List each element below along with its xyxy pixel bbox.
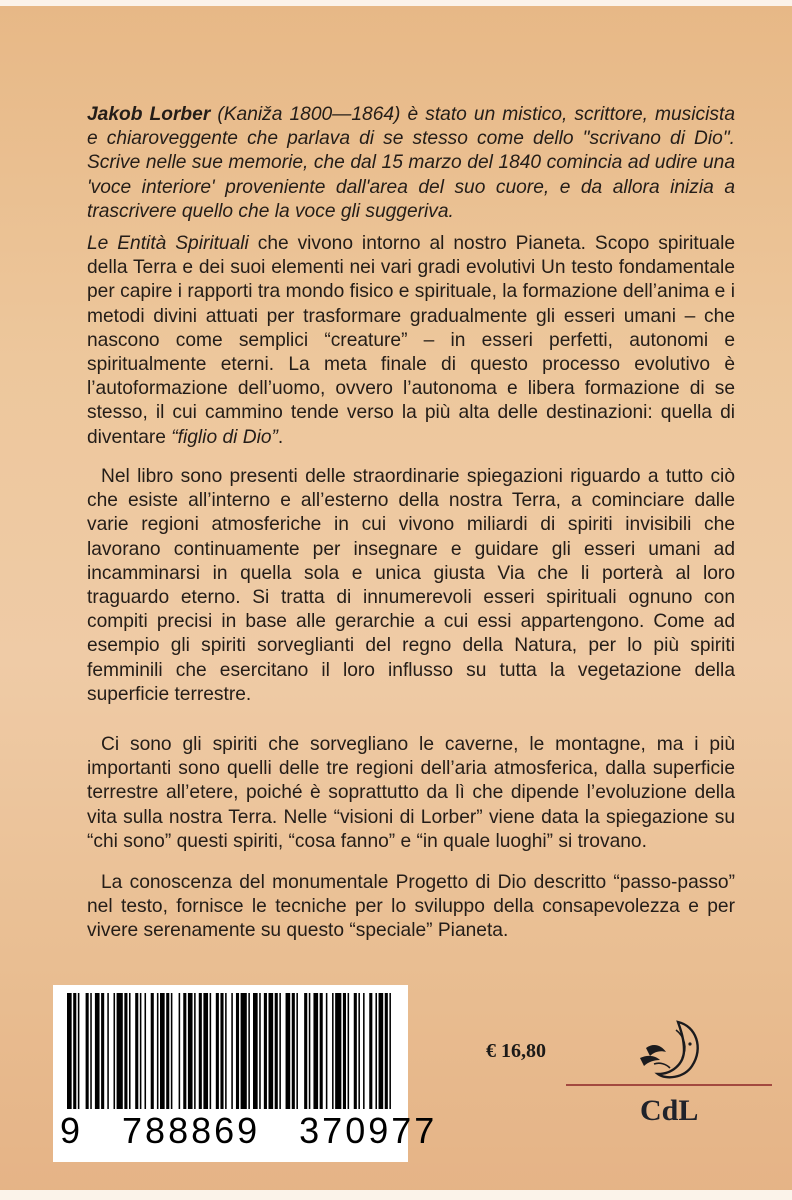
barcode-bar: [117, 993, 123, 1109]
barcode-bar: [332, 993, 334, 1109]
book-description-text: che vivono intorno al nostro Pianeta. Scopo spirituale della Terra e dei suoi elementi nei vari gradi evolutivi Un testo fondamentale per capire i rapporti tra mondo fisico e spirituale, la formazione dell’anima e i metodi divini attuati per trasformare gradualmente gli esseri umani – che nascono come semplici “creature” – in esseri perfetti, autonomi e spiritualmente eterni. La meta finale di questo processo evolutivo è l’autoformazione dell’uomo, ovvero l’autonoma e libera formazione di se stesso, il cui cammino tende verso la più alta delle destinazioni: quella di diventare: [87, 233, 736, 448]
barcode-bar: [309, 993, 311, 1109]
author-bio-text: (Kaniža 1800—1864) è stato un mistico, scrittore, musicista e chiaroveggente che parlava di se stesso come dello "scrivano di Dio". Scrive nelle sue memorie, che dal 15 marzo del 1840 comincia ad udire una 'voce interiore' proveniente dall'area del suo cuore, e da allora inizia a trascrivere quello che la voce gli suggeriva.: [87, 104, 735, 222]
barcode-bar: [279, 993, 281, 1109]
barcode-bar: [225, 993, 227, 1109]
barcode-bar: [389, 993, 391, 1109]
barcode-bar: [210, 993, 212, 1109]
barcode-bar: [188, 993, 193, 1109]
author-bio-paragraph: [87, 103, 735, 224]
barcode-bar: [385, 993, 388, 1109]
barcode-bar: [248, 993, 250, 1109]
barcode-bar: [157, 993, 159, 1109]
barcode-bar: [286, 993, 291, 1109]
barcode-bar: [160, 993, 165, 1109]
top-border: [0, 0, 792, 6]
publisher-rule: [566, 1084, 772, 1086]
barcode-bar: [135, 993, 138, 1109]
barcode-bar: [264, 993, 267, 1109]
barcode-bar: [320, 993, 323, 1109]
barcode-bar: [67, 993, 72, 1109]
barcode-bar: [241, 993, 247, 1109]
barcode-bar: [183, 993, 186, 1109]
barcode-bar: [236, 993, 239, 1109]
barcode-bar: [259, 993, 261, 1109]
book-description-paragraph: [87, 232, 735, 450]
barcode-bar: [326, 993, 328, 1109]
barcode-bar: [231, 993, 233, 1109]
bottom-border: [0, 1190, 792, 1200]
barcode-bar: [292, 993, 295, 1109]
barcode-bar: [73, 993, 76, 1109]
barcode-bar: [348, 993, 350, 1109]
barcode-bar: [124, 993, 127, 1109]
barcode-bar: [269, 993, 274, 1109]
barcode-bar: [90, 993, 92, 1109]
barcode-bar: [114, 993, 116, 1109]
barcode-bar: [253, 993, 258, 1109]
barcode-bar: [129, 993, 131, 1109]
barcode-bar: [354, 993, 357, 1109]
author-name: Jakob Lorber: [87, 104, 211, 125]
barcode-bars: [61, 993, 399, 1109]
content-paragraph-1: Nel libro sono presenti delle straordinarie spiegazioni riguardo a tutto ciò che esiste all’interno e all’esterno della nostra Terra, a cominciare dalle varie regioni atmosferiche in cui vivono miliardi di spiriti invisibili che lavorano continuamente per insegnare e guidare gli esseri umani ad incamminarsi in quella sola e unica giusta Via che li porterà al loro traguardo eterno. Si tratta di innumerevoli esseri spirituali ognuno con compiti precisi in base alle gerarchie a cui essi appartengono. Come ad esempio gli spiriti sorveglianti del regno della Natura, per lo più spiriti femminili che esercitano il loro influsso su tutta la vegetazione della superficie terrestre.: [87, 466, 735, 705]
barcode-bar: [216, 993, 219, 1109]
barcode-bar: [220, 993, 223, 1109]
price: € 16,80: [486, 1040, 546, 1062]
barcode-bar: [194, 993, 196, 1109]
book-description-emphasis: “figlio di Dio”: [171, 426, 278, 448]
barcode-bar: [296, 993, 298, 1109]
content-paragraph-2: Ci sono gli spiriti che sorvegliano le caverne, le montagne, ma i più importanti sono quelli delle tre regioni dell’aria atmosferica, dalla superficie terrestre all’etere, poiché è soprattutto da lì che dipende l’evoluzione della vita sulla nostra Terra. Nelle “visioni di Lorber” viene data la spiegazione su “chi sono” questi spiriti, “cosa fanno” e “in quale luoghi” si trovano.: [87, 734, 735, 852]
barcode-bar: [313, 993, 318, 1109]
barcode-bar: [375, 993, 377, 1109]
barcode-bar: [203, 993, 208, 1109]
publisher-logo-text: CdL: [640, 1094, 699, 1127]
barcode-bar: [166, 993, 169, 1109]
barcode-bar: [78, 993, 80, 1109]
barcode-bar: [145, 993, 147, 1109]
barcode-bar: [363, 993, 365, 1109]
barcode-bar: [369, 993, 372, 1109]
barcode-bar: [101, 993, 104, 1109]
barcode-bar: [171, 993, 173, 1109]
barcode-bar: [95, 993, 100, 1109]
barcode-bar: [379, 993, 384, 1109]
barcode-bar: [304, 993, 307, 1109]
book-description-end: .: [277, 426, 284, 448]
barcode-bar: [151, 993, 154, 1109]
barcode-bar: [199, 993, 202, 1109]
content-paragraph-3: La conoscenza del monumentale Progetto di Dio descritto “passo-passo” nel testo, fornisce le tecniche per lo sviluppo della consapevolezza e per vivere serenamente su questo “speciale” Pianeta.: [87, 872, 735, 942]
barcode-bar: [140, 993, 142, 1109]
barcode-bar: [275, 993, 278, 1109]
barcode-bar: [107, 993, 109, 1109]
barcode-number: 9 788869 370977: [60, 1110, 438, 1151]
barcode-bar: [179, 993, 181, 1109]
barcode: [53, 985, 438, 1162]
barcode-bar: [358, 993, 360, 1109]
moon-bird-logo-icon: [632, 1018, 710, 1082]
barcode-bar: [335, 993, 341, 1109]
book-title: Le Entità Spirituali: [87, 233, 249, 254]
barcode-bar: [86, 993, 89, 1109]
barcode-bar: [343, 993, 346, 1109]
